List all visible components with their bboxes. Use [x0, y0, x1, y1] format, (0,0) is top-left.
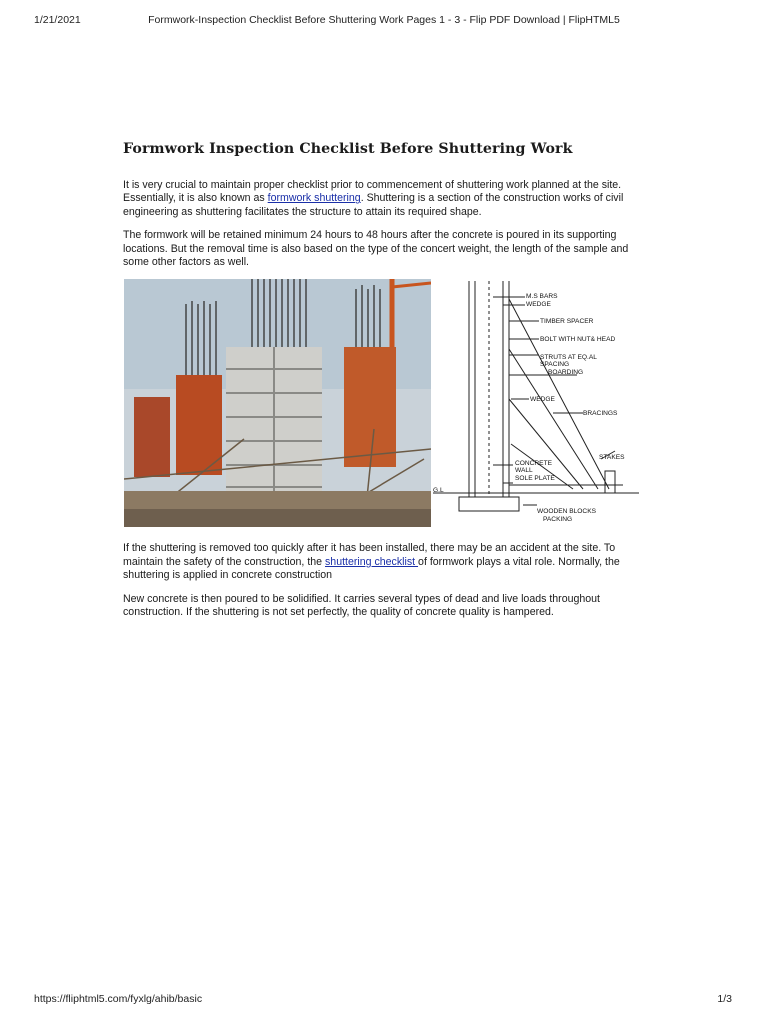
paragraph-concrete: New concrete is then poured to be solidified. It carries several types of dead and live loads throughout construction. If the shuttering is not set perfectly, the quality of concrete quality is hampered. — [123, 592, 600, 619]
label-sole-plate: SOLE PLATE — [515, 475, 555, 483]
print-page-url: https://fliphtml5.com/fyxlg/ahib/basic — [34, 993, 203, 1005]
print-page-title: Formwork-Inspection Checklist Before Shuttering Work Pages 1 - 3 - Flip PDF Download | FlipHTML5 — [148, 14, 620, 26]
label-wedge-top: WEDGE — [526, 301, 551, 309]
figures — [123, 279, 635, 528]
label-bracings: BRACINGS — [583, 410, 618, 418]
shuttering-checklist-link[interactable]: shuttering checklist — [325, 555, 419, 568]
label-wall: WALL — [515, 467, 533, 475]
formwork-wall-section-diagram — [433, 279, 639, 528]
paragraph-safety: If the shuttering is removed too quickly after it has been installed, there may be an accident at the site. To maintain the safety of the construction, the shuttering checklist of formwork plays a vital role. Normally, the shuttering is applied in concrete construction — [123, 542, 620, 582]
label-bolt: BOLT WITH NUT& HEAD — [540, 336, 616, 344]
label-spacing: SPACING — [540, 361, 570, 369]
article-title: Formwork Inspection Checklist Before Shuttering Work — [123, 141, 573, 157]
label-wedge-mid: WEDGE — [530, 396, 555, 404]
label-packing: PACKING — [543, 516, 573, 524]
page-number: 1/3 — [717, 993, 732, 1005]
label-boarding: BOARDING — [548, 369, 584, 377]
print-date: 1/21/2021 — [34, 14, 81, 26]
formwork-construction-photo — [124, 279, 431, 527]
label-wooden-blocks: WOODEN BLOCKS — [537, 508, 596, 516]
formwork-shuttering-link[interactable]: formwork shuttering — [267, 192, 361, 205]
label-stakes: STAKES — [599, 454, 625, 462]
label-struts: STRUTS AT EQ.AL — [540, 354, 597, 362]
paragraph-intro: It is very crucial to maintain proper checklist prior to commencement of shuttering work planned at the site. Essentially, it is also known as formwork shuttering. Shuttering is a section of the construction works of civil engineering as shuttering facilitates the structure to attain its required shape. — [123, 179, 624, 218]
label-gl: G.L — [433, 487, 444, 495]
label-timber-spacer: TIMBER SPACER — [540, 318, 594, 326]
paragraph-retention: The formwork will be retained minimum 24 hours to 48 hours after the concrete is poured in its supporting locations. But the removal time is also based on the type of the concert weight, the length of the sample and some other factors as well. — [123, 229, 629, 269]
label-concrete: CONCRETE — [515, 460, 552, 468]
article — [123, 141, 635, 629]
label-ms-bars: M.S BARS — [526, 293, 558, 301]
